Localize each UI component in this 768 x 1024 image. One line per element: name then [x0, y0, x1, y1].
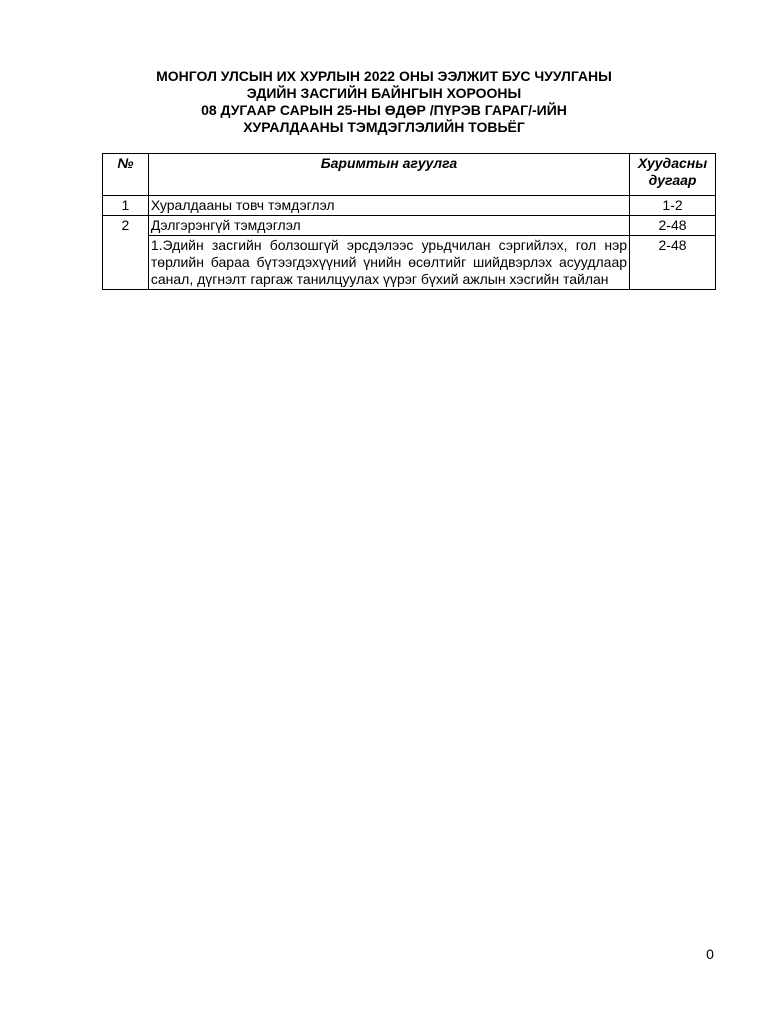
title-line-2: ЭДИЙН ЗАСГИЙН БАЙНГЫН ХОРООНЫ	[246, 85, 522, 101]
title-line-1: МОНГОЛ УЛСЫН ИХ ХУРЛЫН 2022 ОНЫ ЭЭЛЖИТ БУС ЧУУЛГАНЫ	[156, 68, 612, 84]
row-page: 2-48	[630, 216, 716, 236]
header-page-line-2: дугаар	[648, 172, 697, 188]
row-page: 1-2	[630, 196, 716, 216]
row-content: Дэлгэрэнгүй тэмдэглэл	[148, 216, 629, 236]
row-content: Хуралдааны товч тэмдэглэл	[148, 196, 629, 216]
row-content: 1.Эдийн засгийн болзошгүй эрсдэлээс урьдчилан сэргийлэх, гол нэр төрлийн бараа бүтээгдэхүүний үнийн өсөлтийг шийдвэрлэх асуудлаар санал, дүгнэлт гаргаж танилцуулах үүрэг бүхий ажлын хэсгийн тайлан	[148, 236, 629, 290]
table-body	[103, 196, 716, 290]
header-number: №	[103, 154, 149, 196]
header-content: Баримтын агуулга	[148, 154, 629, 196]
contents-table	[102, 153, 716, 290]
table-header-row	[103, 154, 716, 196]
table-row	[103, 196, 716, 216]
row-page: 2-48	[630, 236, 716, 290]
title-line-3: 08 ДУГААР САРЫН 25-НЫ ӨДӨР /ПҮРЭВ ГАРАГ/-ИЙН	[201, 102, 567, 118]
table-row	[103, 216, 716, 236]
page-number: 0	[706, 946, 714, 962]
title-line-4: ХУРАЛДААНЫ ТЭМДЭГЛЭЛИЙН ТОВЬЁГ	[243, 119, 525, 135]
header-page-line-1: Хуудасны	[637, 155, 708, 171]
header-page-number	[630, 154, 716, 196]
table-row	[103, 236, 716, 290]
table-header	[103, 154, 716, 196]
document-title	[0, 68, 768, 136]
row-number: 2	[103, 216, 149, 290]
row-number: 1	[103, 196, 149, 216]
